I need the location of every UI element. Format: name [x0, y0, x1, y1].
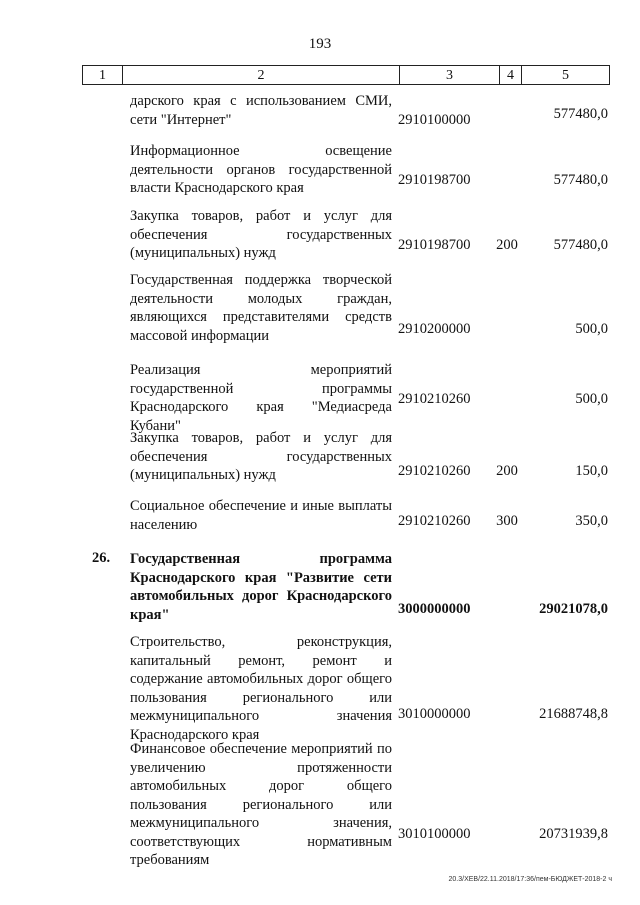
row-amount: 500,0: [575, 391, 608, 407]
header-col-1: 1: [83, 66, 123, 85]
row-amount: 20731939,8: [539, 826, 608, 842]
row-amount: 500,0: [575, 321, 608, 337]
row-amount: 577480,0: [553, 172, 608, 188]
row-code: 2910198700: [398, 172, 471, 188]
row-type-code: 200: [496, 463, 518, 479]
header-col-3: 3: [400, 66, 500, 85]
table-header: [82, 65, 610, 85]
row-code: 3010100000: [398, 826, 471, 842]
row-amount: 29021078,0: [539, 601, 608, 617]
row-code: 2910198700: [398, 237, 471, 253]
row-amount: 350,0: [575, 513, 608, 529]
row-code: 3000000000: [398, 601, 471, 617]
row-code: 2910210260: [398, 391, 471, 407]
row-description: Государственная поддержка творческой деятельности молодых граждан, являющихся представителями средств массовой информации: [130, 272, 392, 344]
row-description: Финансовое обеспечение мероприятий по увеличению протяженности автомобильных дорог общего пользования регионального или межмуниципального значения, соответствующих нормативным требованиям: [130, 741, 392, 868]
header-col-2: 2: [123, 66, 400, 85]
row-description: Закупка товаров, работ и услуг для обеспечения государственных (муниципальных) нужд: [130, 208, 392, 261]
row-description: Реализация мероприятий государственной программы Краснодарского края "Медиасреда Кубани": [130, 362, 392, 434]
row-description: дарского края с использованием СМИ, сети "Интернет": [130, 93, 392, 128]
row-code: 2910210260: [398, 513, 471, 529]
section-number: 26.: [92, 550, 111, 566]
row-description: Социальное обеспечение и иные выплаты населению: [130, 498, 392, 533]
row-amount: 150,0: [575, 463, 608, 479]
row-type-code: 300: [496, 513, 518, 529]
row-code: 3010000000: [398, 706, 471, 722]
row-amount: 21688748,8: [539, 706, 608, 722]
footer-reference: 20.3/ХЕВ/22.11.2018/17:36/пем-БЮДЖЕТ-2018-2 ч: [448, 876, 612, 883]
page-number: 193: [308, 36, 332, 52]
header-col-4: 4: [500, 66, 522, 85]
row-code: 2910100000: [398, 112, 471, 128]
row-amount: 577480,0: [553, 106, 608, 122]
row-description: Государственная программа Краснодарского края "Развитие сети автомобильных дорог Краснодарского края": [130, 551, 392, 623]
row-amount: 577480,0: [553, 237, 608, 253]
row-description: Строительство, реконструкция, капитальный ремонт, ремонт и содержание автомобильных дорог общего пользования регионального или межмуниципального значения Краснодарского края: [130, 634, 392, 743]
row-type-code: 200: [496, 237, 518, 253]
row-description: Закупка товаров, работ и услуг для обеспечения государственных (муниципальных) нужд: [130, 430, 392, 483]
header-col-5: 5: [562, 68, 569, 83]
row-description: Информационное освещение деятельности органов государственной власти Краснодарского края: [130, 143, 392, 196]
row-code: 2910200000: [398, 321, 471, 337]
row-code: 2910210260: [398, 463, 471, 479]
